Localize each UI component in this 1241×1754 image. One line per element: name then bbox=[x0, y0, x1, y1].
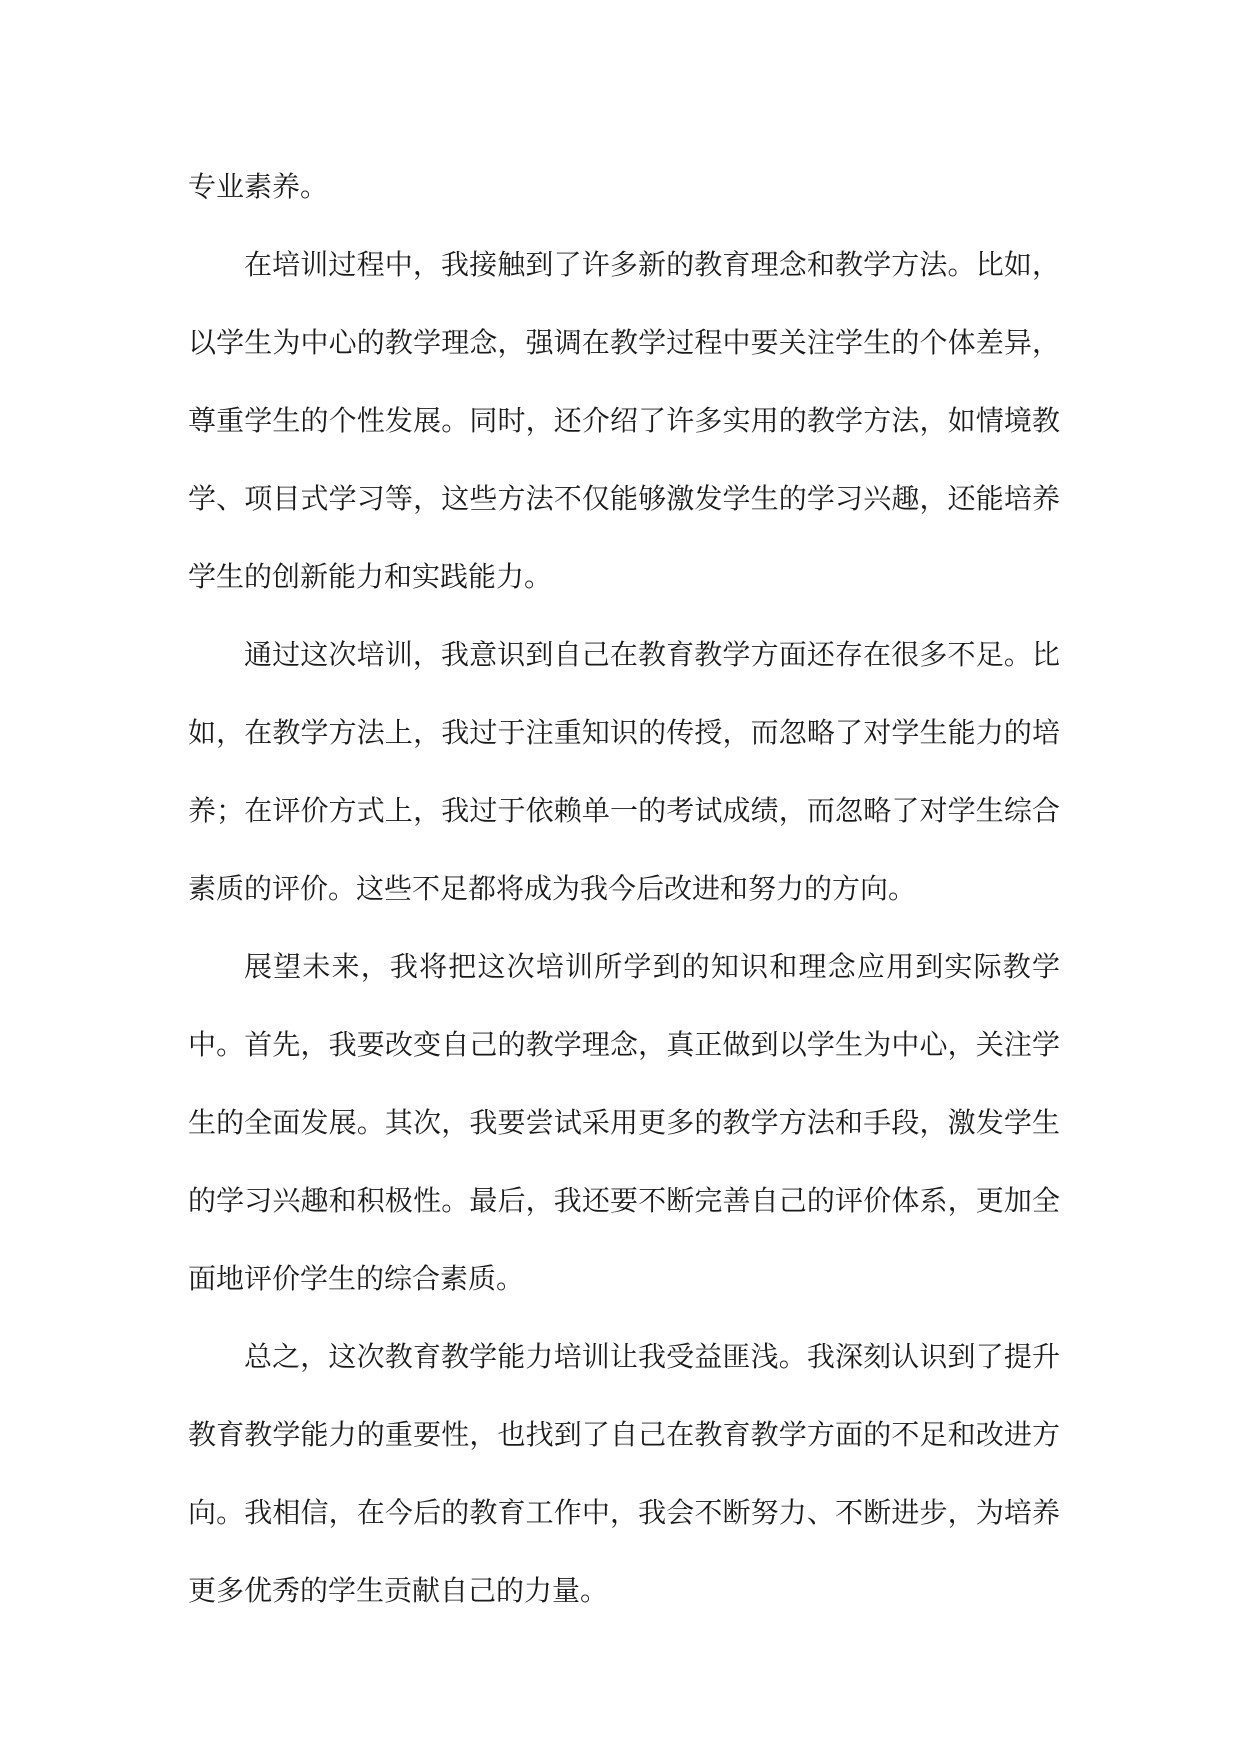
document-body bbox=[188, 148, 1060, 1630]
paragraph-continued: 专业素养。 bbox=[188, 170, 329, 203]
paragraph-shortcomings: 通过这次培训，我意识到自己在教育教学方面还存在很多不足。比如，在教学方法上，我过于注重知识的传授，而忽略了对学生能力的培养；在评价方式上，我过于依赖单一的考试成绩，而忽略了对学生综合素质的评价。这些不足都将成为我今后改进和努力的方向。 bbox=[188, 638, 1060, 905]
paragraph-future-outlook: 展望未来，我将把这次培训所学到的知识和理念应用到实际教学中。首先，我要改变自己的教学理念，真正做到以学生为中心，关注学生的全面发展。其次，我要尝试采用更多的教学方法和手段，激发学生的学习兴趣和积极性。最后，我还要不断完善自己的评价体系，更加全面地评价学生的综合素质。 bbox=[188, 950, 1060, 1295]
paragraph-conclusion: 总之，这次教育教学能力培训让我受益匪浅。我深刻认识到了提升教育教学能力的重要性，也找到了自己在教育教学方面的不足和改进方向。我相信，在今后的教育工作中，我会不断努力、不断进步，为培养更多优秀的学生贡献自己的力量。 bbox=[188, 1340, 1060, 1607]
paragraph-training-process: 在培训过程中，我接触到了许多新的教育理念和教学方法。比如，以学生为中心的教学理念，强调在教学过程中要关注学生的个体差异，尊重学生的个性发展。同时，还介绍了许多实用的教学方法，如情境教学、项目式学习等，这些方法不仅能够激发学生的学习兴趣，还能培养学生的创新能力和实践能力。 bbox=[188, 248, 1060, 593]
